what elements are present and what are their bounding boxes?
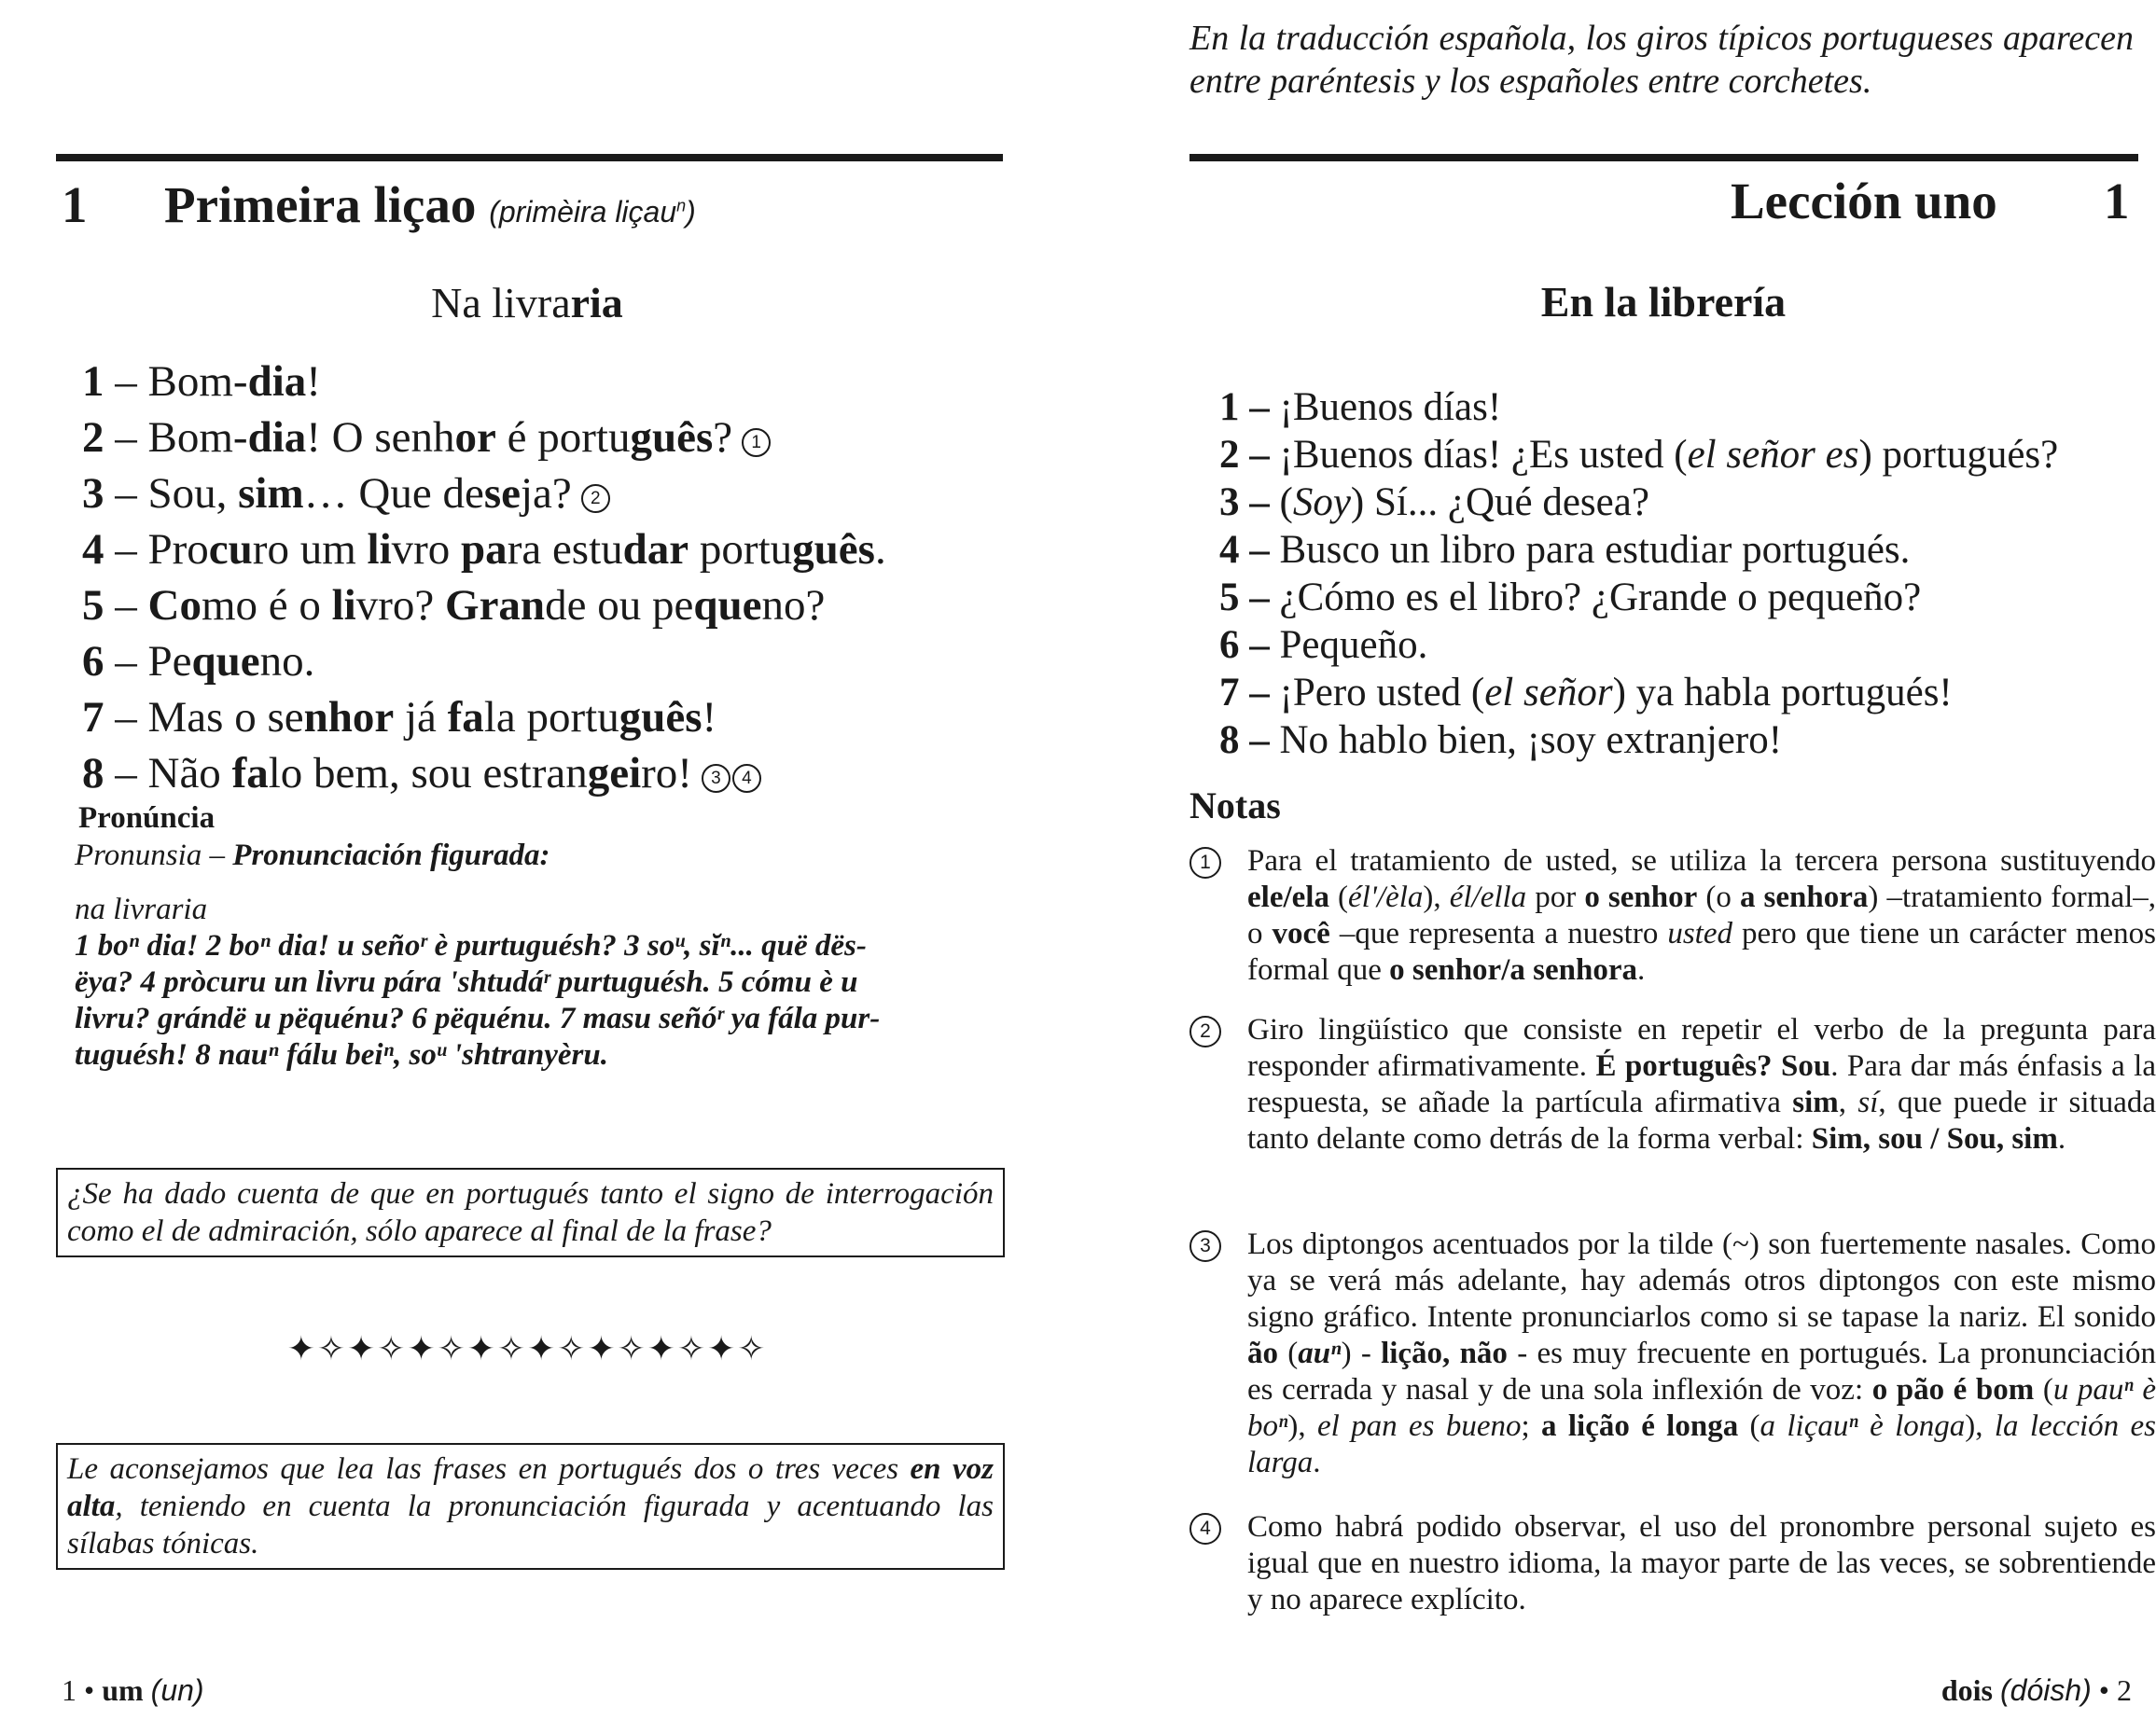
text-run: a senhora bbox=[1739, 881, 1869, 914]
text-run: Pro bbox=[147, 525, 209, 574]
text-run: ? bbox=[713, 413, 733, 462]
text-run: a liçauⁿ è longa bbox=[1760, 1409, 1966, 1443]
sentence-number: 6 bbox=[82, 637, 104, 686]
page-footer-right bbox=[1731, 1672, 2132, 1709]
footer-left-word: um bbox=[102, 1673, 144, 1707]
sentence-number: 2 bbox=[82, 413, 104, 462]
text-run: ro um bbox=[252, 525, 368, 574]
sentence-number: 7 bbox=[1219, 671, 1240, 714]
sentence-number: 4 bbox=[82, 525, 104, 574]
text-run: auⁿ bbox=[1298, 1337, 1342, 1370]
text-run: el señor es bbox=[1687, 433, 1859, 477]
text-run: ! bbox=[702, 693, 717, 742]
sentence-number: 6 bbox=[1219, 623, 1240, 667]
lesson-title-pron-text: (primèira liçau bbox=[489, 195, 677, 229]
text-run: usted bbox=[1667, 917, 1733, 950]
text-run: Mas o se bbox=[147, 693, 304, 742]
text-run: ), bbox=[1287, 1409, 1317, 1443]
note-item bbox=[1189, 1509, 2156, 1618]
sentence-number: 8 bbox=[82, 749, 104, 798]
portuguese-sentence: 5 – Como é o livro? Grande ou pequeno? bbox=[82, 581, 826, 630]
sentence-number: 7 bbox=[82, 693, 104, 742]
lesson-number-right: 1 bbox=[2104, 173, 2130, 229]
text-run: –que representa a nuestro bbox=[1329, 917, 1668, 950]
text-run: cu bbox=[208, 525, 253, 574]
top-rule-right bbox=[1189, 154, 2138, 161]
text-run: Giro lingüístico que consiste en repetir el verbo de la pregunta para responder afirmativamente. bbox=[1247, 1013, 2156, 1083]
pronunciation-line: 1 boⁿ dia! 2 boⁿ dia! u señoʳ è purtuguésh? 3 soᵘ, sĭⁿ... quë dës- bbox=[75, 929, 867, 963]
footer-left-pron: (un) bbox=[150, 1673, 204, 1707]
text-run: o pão é bom bbox=[1871, 1373, 2035, 1407]
pronunciation-subheading bbox=[75, 837, 549, 874]
text-run: ) portugués? bbox=[1858, 433, 2059, 477]
text-run: li bbox=[367, 525, 392, 574]
portuguese-sentence: 2 – Bom-dia! O senhor é português? 1 bbox=[82, 413, 771, 462]
text-run: Pe bbox=[147, 637, 192, 686]
text-run: … Que de bbox=[303, 469, 484, 518]
text-run: guês bbox=[792, 525, 875, 574]
text-run: você bbox=[1272, 917, 1330, 950]
note-item bbox=[1189, 1227, 2156, 1481]
lesson-title-pron-close: ) bbox=[686, 195, 696, 229]
text-run: . Para dar más énfasis a la respuesta, se añade la partícula afirmativa bbox=[1247, 1049, 2156, 1119]
note-reference-marker: 4 bbox=[732, 764, 761, 793]
pron-sub-b: Pronunciación figurada: bbox=[232, 839, 550, 872]
text-run: sim bbox=[238, 469, 304, 518]
text-run: ), bbox=[1965, 1409, 1995, 1443]
spanish-sentence: 8 – No hablo bien, ¡soy extranjero! bbox=[1219, 718, 1783, 762]
spanish-sentence: 7 – ¡Pero usted (el señor) ya habla portugués! bbox=[1219, 671, 1953, 714]
text-run: ! bbox=[306, 357, 321, 406]
text-run: o senhor/a senhora bbox=[1389, 953, 1637, 987]
spanish-sentence: 4 – Busco un libro para estudiar portugués. bbox=[1219, 528, 1911, 572]
note-reference-marker: 3 bbox=[702, 764, 730, 793]
text-run: dia bbox=[247, 357, 307, 406]
text-run: ( bbox=[1278, 1337, 1299, 1370]
text-run: no? bbox=[761, 581, 826, 630]
text-run: (o bbox=[1697, 881, 1740, 914]
text-run: nhor bbox=[303, 693, 395, 742]
sentence-number: 8 bbox=[1219, 718, 1240, 762]
dialog-title-right: En la librería bbox=[1540, 278, 1787, 326]
text-run: no. bbox=[259, 637, 315, 686]
text-run: o senhor bbox=[1584, 881, 1698, 914]
portuguese-sentence: 7 – Mas o senhor já fala português! bbox=[82, 693, 717, 742]
text-run: dar bbox=[622, 525, 689, 574]
text-run: li bbox=[331, 581, 356, 630]
text-run: gei bbox=[587, 749, 642, 798]
spanish-sentence: 1 – ¡Buenos días! bbox=[1219, 385, 1502, 429]
page-footer-left bbox=[62, 1672, 204, 1709]
footer-right-num: • 2 bbox=[2091, 1673, 2132, 1707]
text-run: ! O senh bbox=[306, 413, 455, 462]
top-rule-left bbox=[56, 154, 1003, 161]
note-reference-marker: 1 bbox=[742, 428, 771, 457]
text-run: sí bbox=[1857, 1086, 1879, 1119]
note-item bbox=[1189, 1012, 2156, 1158]
text-run: Busco un libro para estudiar portugués. bbox=[1279, 528, 1911, 572]
tip-box-punctuation: ¿Se ha dado cuenta de que en portugués tanto el signo de interrogación como el de admiración, sólo aparece al final de la frase? bbox=[56, 1168, 1005, 1257]
pronunciation-line: tuguésh! 8 nauⁿ fálu beiⁿ, soᵘ 'shtranyèru. bbox=[75, 1038, 608, 1072]
text-run: de ou pe bbox=[545, 581, 694, 630]
pronunciation-line: livru? grándë u pëquénu? 6 pëquénu. 7 masu señóʳ ya fála pur- bbox=[75, 1002, 881, 1035]
box2-a: Le aconsejamos que lea las frases en portugués dos o tres veces bbox=[67, 1452, 911, 1486]
note-number-marker: 4 bbox=[1189, 1513, 1221, 1545]
text-run: ( bbox=[2034, 1373, 2053, 1407]
spanish-sentence: 6 – Pequeño. bbox=[1219, 623, 1428, 667]
text-run: ja? bbox=[520, 469, 572, 518]
text-run: ra estu bbox=[507, 525, 623, 574]
sentence-number: 1 bbox=[82, 357, 104, 406]
text-run: Los diptongos acentuados por la tilde (~) son fuertemente nasales. Como ya se verá más adelante, hay además otros diptongos con este mismo signo gráfico. Intente pronunciarlos como si se tapase la nariz. El sonido bbox=[1247, 1228, 2156, 1334]
text-run: lo bem, sou estran bbox=[268, 749, 588, 798]
text-run: fa bbox=[231, 749, 269, 798]
text-run: a lição é longa bbox=[1541, 1409, 1739, 1443]
text-run: ( bbox=[1328, 881, 1349, 914]
sentence-number: 1 bbox=[1219, 385, 1240, 429]
text-run: él/ella bbox=[1449, 881, 1527, 914]
text-run: ( bbox=[1738, 1409, 1760, 1443]
portuguese-sentence: 8 – Não falo bem, sou estrangeiro! 3 4 bbox=[82, 749, 761, 798]
text-run: Para el tratamiento de usted, se utiliza la tercera persona sustituyendo bbox=[1247, 844, 2156, 878]
text-run: la lección es larga bbox=[1247, 1409, 2156, 1479]
box2-b: en voz alta bbox=[67, 1452, 994, 1523]
text-run: guês bbox=[619, 693, 702, 742]
text-run: el pan es bueno bbox=[1317, 1409, 1522, 1443]
text-run: . bbox=[2057, 1122, 2066, 1156]
pronunciation-line: ëya? 4 pròcuru un livru pára 'shtudáʳ purtuguésh. 5 cómu è u bbox=[75, 965, 858, 999]
sentence-number: 5 bbox=[1219, 576, 1240, 619]
text-run: ¡Buenos días! bbox=[1279, 385, 1502, 429]
text-run: Como habrá podido observar, el uso del pronombre personal sujeto es igual que en nuestro idioma, la mayor parte de las veces, se sobrentiende y no aparece explícito. bbox=[1247, 1510, 2156, 1616]
note-number-marker: 3 bbox=[1189, 1230, 1221, 1262]
text-run: ro! bbox=[641, 749, 692, 798]
note-reference-marker: 2 bbox=[581, 484, 610, 513]
text-run: pa bbox=[461, 525, 508, 574]
text-run: él'/èla bbox=[1348, 881, 1424, 914]
sentence-number: 2 bbox=[1219, 433, 1240, 477]
note-item bbox=[1189, 843, 2156, 989]
text-run: . bbox=[874, 525, 886, 574]
text-run: dia bbox=[247, 413, 307, 462]
text-run: sim bbox=[1792, 1086, 1839, 1119]
text-run: ) - bbox=[1341, 1337, 1382, 1370]
text-run: ¿Cómo es el libro? ¿Grande o pequeño? bbox=[1279, 576, 1922, 619]
text-run: , que puede ir situada tanto delante como detrás de la forma verbal: bbox=[1247, 1086, 2156, 1156]
footer-left-num: 1 • bbox=[62, 1673, 103, 1707]
portuguese-sentence: 6 – Pequeno. bbox=[82, 637, 315, 686]
text-run: Bom- bbox=[147, 413, 248, 462]
text-run: la portu bbox=[483, 693, 619, 742]
box2-c: , teniendo en cuenta la pronunciación figurada y acentuando las sílabas tónicas. bbox=[67, 1490, 994, 1561]
note-number-marker: 2 bbox=[1189, 1016, 1221, 1047]
pronunciation-heading: Pronúncia bbox=[78, 801, 216, 835]
translation-intro: En la traducción española, los giros típicos portugueses aparecen entre paréntesis y los españoles entre corchetes. bbox=[1189, 19, 2134, 101]
text-run: ), bbox=[1423, 881, 1450, 914]
lesson-title-pron-sup: n bbox=[676, 196, 687, 215]
text-run: ) ya habla portugués! bbox=[1612, 671, 1953, 714]
text-run: Bom- bbox=[147, 357, 248, 406]
text-run: se bbox=[483, 469, 521, 518]
portuguese-sentence: 1 – Bom-dia! bbox=[82, 357, 321, 406]
text-run: é portu bbox=[495, 413, 631, 462]
text-run: . bbox=[1313, 1446, 1321, 1479]
text-run: No hablo bien, ¡soy extranjero! bbox=[1279, 718, 1783, 762]
sentence-number: 3 bbox=[82, 469, 104, 518]
text-run: por bbox=[1526, 881, 1585, 914]
text-run: vro? bbox=[355, 581, 446, 630]
dialog-title-left-b: ria bbox=[570, 279, 623, 326]
text-run: Sim, sou / Sou, sim bbox=[1811, 1122, 2058, 1156]
text-run: ; bbox=[1521, 1409, 1542, 1443]
text-run: Não bbox=[147, 749, 232, 798]
lesson-title-pronunciation bbox=[489, 195, 696, 229]
text-run: que bbox=[191, 637, 260, 686]
text-run: Gran bbox=[445, 581, 546, 630]
text-run: Co bbox=[147, 581, 202, 630]
text-run: Pequeño. bbox=[1279, 623, 1428, 667]
spanish-sentence: 3 – (Soy) Sí... ¿Qué desea? bbox=[1219, 480, 1649, 524]
lesson-title-text: Primeira liçao bbox=[164, 176, 477, 233]
pron-sub-a: Pronunsia – bbox=[75, 839, 233, 872]
footer-right-word: dois bbox=[1940, 1673, 1993, 1707]
text-run: Soy bbox=[1292, 480, 1351, 524]
ornament-divider: ✦✧✦✧✦✧✦✧✦✧✦✧✦✧✦✧ bbox=[286, 1330, 768, 1367]
text-run: ele/ela bbox=[1247, 881, 1329, 914]
text-run: - es muy frecuente en portugués. La pronunciación es cerrada y nasal y de una sola inflexión de voz: bbox=[1247, 1337, 2156, 1407]
text-run: vro bbox=[391, 525, 462, 574]
text-run: pero que tiene un carácter menos formal que bbox=[1247, 917, 2156, 987]
text-run: el señor bbox=[1484, 671, 1613, 714]
lesson-title-right: Lección uno bbox=[1731, 173, 1997, 229]
footer-right-pron: (dóish) bbox=[1999, 1673, 2092, 1707]
right-page bbox=[1078, 0, 2156, 1734]
text-run: lição, não bbox=[1381, 1337, 1508, 1370]
dialog-title-left bbox=[0, 278, 1054, 328]
text-run: or bbox=[454, 413, 496, 462]
text-run: ão bbox=[1247, 1337, 1278, 1370]
sentence-number: 5 bbox=[82, 581, 104, 630]
text-run: fa bbox=[447, 693, 484, 742]
text-run: já bbox=[394, 693, 448, 742]
text-run: ¡Buenos días! ¿Es usted ( bbox=[1279, 433, 1688, 477]
portuguese-sentence: 3 – Sou, sim… Que deseja? 2 bbox=[82, 469, 610, 518]
note-number-marker: 1 bbox=[1189, 847, 1221, 879]
text-run: É português? Sou bbox=[1595, 1049, 1831, 1083]
pronunciation-label: na livraria bbox=[75, 893, 208, 926]
text-run: ¡Pero usted ( bbox=[1279, 671, 1485, 714]
text-run: . bbox=[1636, 953, 1646, 987]
text-run: guês bbox=[630, 413, 714, 462]
sentence-number: 3 bbox=[1219, 480, 1240, 524]
lesson-number-left: 1 bbox=[62, 176, 88, 233]
spanish-sentence: 5 – ¿Cómo es el libro? ¿Grande o pequeño? bbox=[1219, 576, 1922, 619]
dialog-title-left-a: Na livra bbox=[431, 279, 571, 326]
text-run: que bbox=[693, 581, 762, 630]
lesson-title-left bbox=[164, 175, 696, 242]
portuguese-sentence: 4 – Procuro um livro para estudar português. bbox=[82, 525, 886, 574]
text-run: Sou, bbox=[147, 469, 239, 518]
text-run: u pauⁿ è boⁿ bbox=[1247, 1373, 2156, 1443]
tip-box-read-aloud bbox=[56, 1443, 1005, 1570]
sentence-number: 4 bbox=[1219, 528, 1240, 572]
notes-heading: Notas bbox=[1189, 784, 1281, 826]
spanish-sentence: 2 – ¡Buenos días! ¿Es usted (el señor es) portugués? bbox=[1219, 433, 2059, 477]
text-run: ( bbox=[1279, 480, 1293, 524]
text-run: , bbox=[1838, 1086, 1858, 1119]
figured-pronunciation bbox=[75, 928, 998, 1074]
text-run: mo é o bbox=[201, 581, 332, 630]
text-run: ) Sí... ¿Qué desea? bbox=[1350, 480, 1649, 524]
text-run: ) –tratamiento formal–, o bbox=[1247, 881, 2156, 950]
text-run: portu bbox=[689, 525, 793, 574]
